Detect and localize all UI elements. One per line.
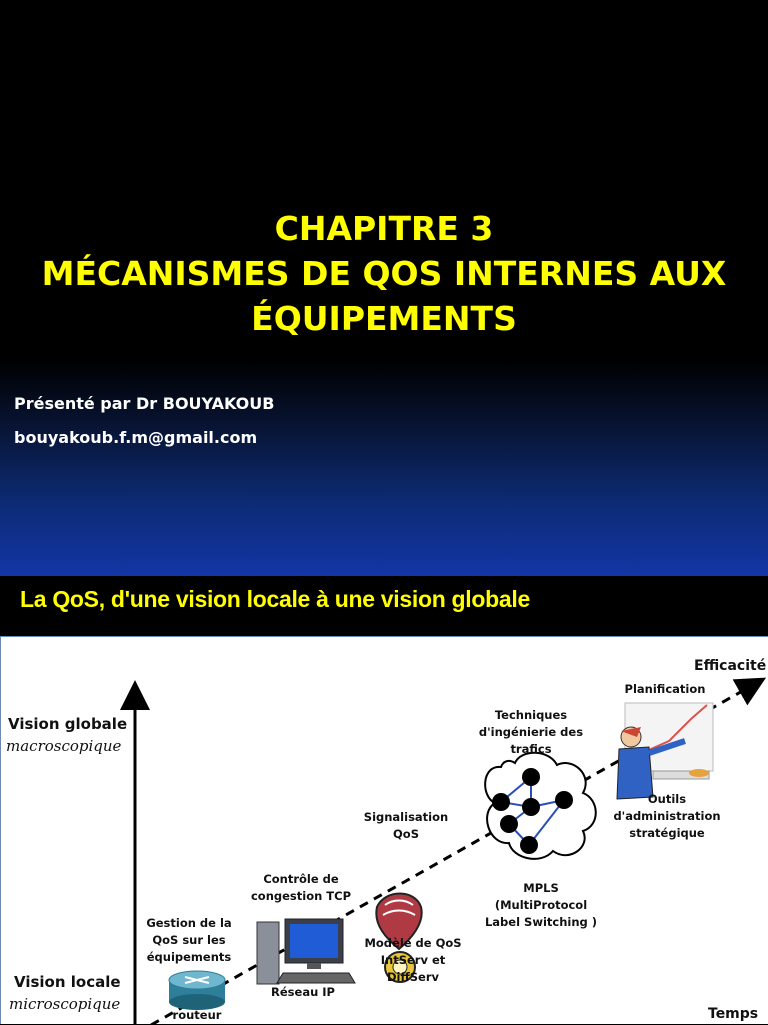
routeur-label: routeur [172, 1008, 222, 1022]
techniques-label: Techniques d'ingénierie des trafics [478, 708, 584, 756]
efficacite-label: Efficacité [694, 658, 767, 674]
modele-qos-label: Modèle de QoS IntServ et DiffServ [364, 936, 462, 984]
mpls-label: MPLS (MultiProtocol Label Switching ) [484, 881, 598, 929]
router-icon [169, 971, 225, 1010]
title-line-2: MÉCANISMES DE QOS INTERNES AUX [41, 254, 727, 293]
qos-vision-slide [0, 576, 768, 1024]
reseau-ip-label: Réseau IP [271, 985, 335, 999]
signalisation-qos-label: Signalisation QoS [363, 810, 449, 841]
slide-title [0, 206, 768, 341]
gestion-qos-label: Gestion de la QoS sur les équipements [146, 916, 232, 964]
qos-evolution-diagram [0, 636, 768, 1024]
slide2-title: La QoS, d'une vision locale à une vision globale [20, 586, 530, 612]
title-line-1: CHAPITRE 3 [274, 209, 494, 248]
controle-congestion-label: Contrôle de congestion TCP [250, 872, 352, 903]
planification-label: Planification [624, 682, 706, 696]
vision-locale-label: Vision locale [14, 973, 121, 991]
planner-icon [617, 703, 713, 799]
vision-globale-label: Vision globale [8, 715, 128, 733]
title-line-3: ÉQUIPEMENTS [251, 299, 517, 338]
macroscopique-label: macroscopique [6, 737, 122, 755]
microscopique-label: microscopique [9, 995, 121, 1013]
presenter-name: Présenté par Dr BOUYAKOUB [14, 394, 275, 413]
computer-icon [257, 919, 355, 984]
presenter-email: bouyakoub.f.m@gmail.com [14, 428, 258, 447]
temps-label: Temps [708, 1006, 759, 1022]
mpls-cloud-icon [485, 753, 596, 859]
outils-label: Outils d'administration stratégique [613, 792, 721, 840]
